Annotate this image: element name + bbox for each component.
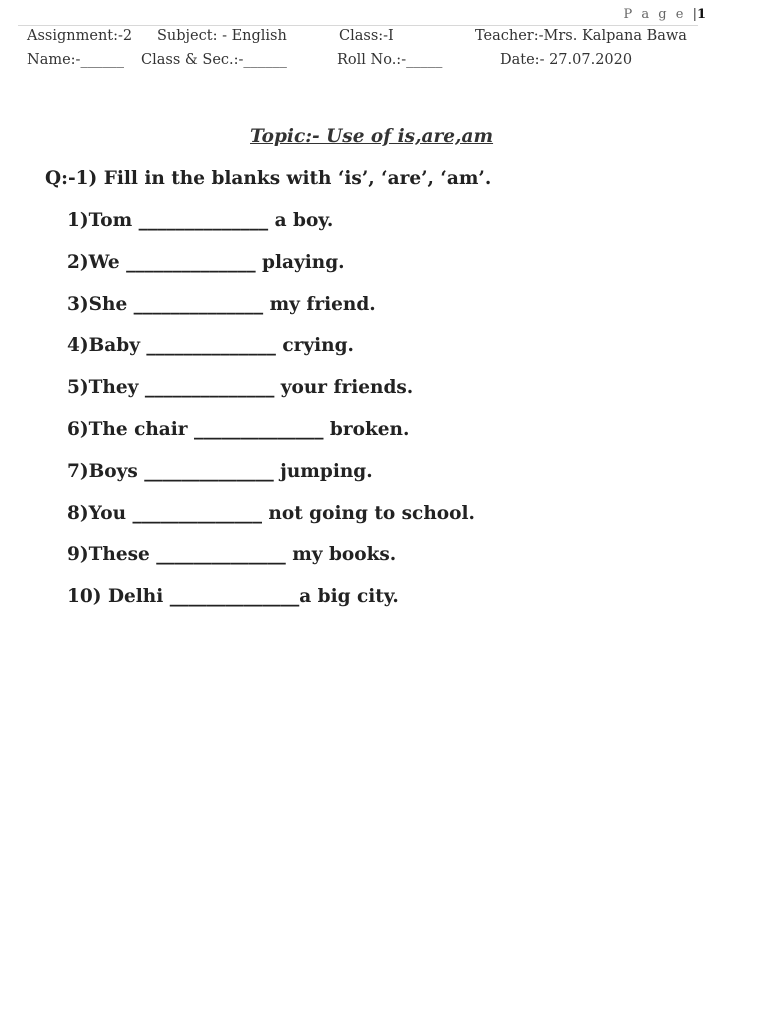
- exercise-item: [67, 207, 475, 249]
- exercise-item: [67, 583, 475, 625]
- item-sentence: You ______________ not going to school.: [88, 502, 475, 524]
- item-sentence: Tom ______________ a boy.: [88, 210, 334, 231]
- item-number: 3): [67, 293, 89, 315]
- date-label: Date:- 27.07.2020: [500, 52, 633, 68]
- page-separator: |: [692, 7, 697, 22]
- item-sentence: She ______________ my friend.: [88, 293, 376, 315]
- item-number: 8): [67, 502, 89, 524]
- item-sentence: The chair ______________ broken.: [88, 418, 410, 440]
- name-field: Name:-______: [27, 52, 124, 68]
- item-sentence: These ______________ my books.: [88, 544, 397, 566]
- exercise-item: [67, 458, 475, 500]
- item-number: 1): [67, 210, 89, 231]
- item-number: 7): [67, 460, 89, 482]
- exercise-item: [67, 291, 475, 333]
- item-number: 6): [67, 418, 89, 440]
- page-number-indicator: [624, 7, 707, 22]
- item-number: 4): [67, 335, 89, 357]
- item-number: 10): [67, 586, 102, 608]
- class-label: Class:-I: [339, 28, 394, 44]
- assignment-label: Assignment:-2: [27, 28, 133, 44]
- item-sentence: They ______________ your friends.: [88, 377, 414, 399]
- roll-number-field: Roll No.:-_____: [337, 52, 443, 68]
- page-label: P a g e: [623, 7, 686, 22]
- subject-label: Subject: - English: [157, 28, 287, 44]
- class-section-field: Class & Sec.:-______: [141, 52, 287, 68]
- item-number: 9): [67, 544, 89, 566]
- exercise-item: [67, 416, 475, 458]
- exercise-item: [67, 332, 475, 374]
- item-number: 5): [67, 377, 89, 399]
- item-sentence: Delhi ______________a big city.: [101, 586, 399, 608]
- exercise-item: [67, 541, 475, 583]
- question-prompt: Q:-1) Fill in the blanks with ‘is’, ‘are’, ‘am’.: [45, 168, 492, 189]
- item-sentence: We ______________ playing.: [88, 251, 345, 273]
- exercise-list: [67, 207, 475, 625]
- topic-heading: Topic:- Use of is,are,am: [250, 126, 494, 147]
- page-number: 1: [696, 7, 706, 22]
- teacher-label: Teacher:-Mrs. Kalpana Bawa: [475, 28, 687, 44]
- exercise-item: [67, 374, 475, 416]
- header-divider: [18, 25, 698, 26]
- item-sentence: Boys ______________ jumping.: [88, 460, 373, 482]
- item-sentence: Baby ______________ crying.: [88, 335, 354, 357]
- item-number: 2): [67, 251, 89, 273]
- exercise-item: [67, 500, 475, 542]
- exercise-item: [67, 249, 475, 291]
